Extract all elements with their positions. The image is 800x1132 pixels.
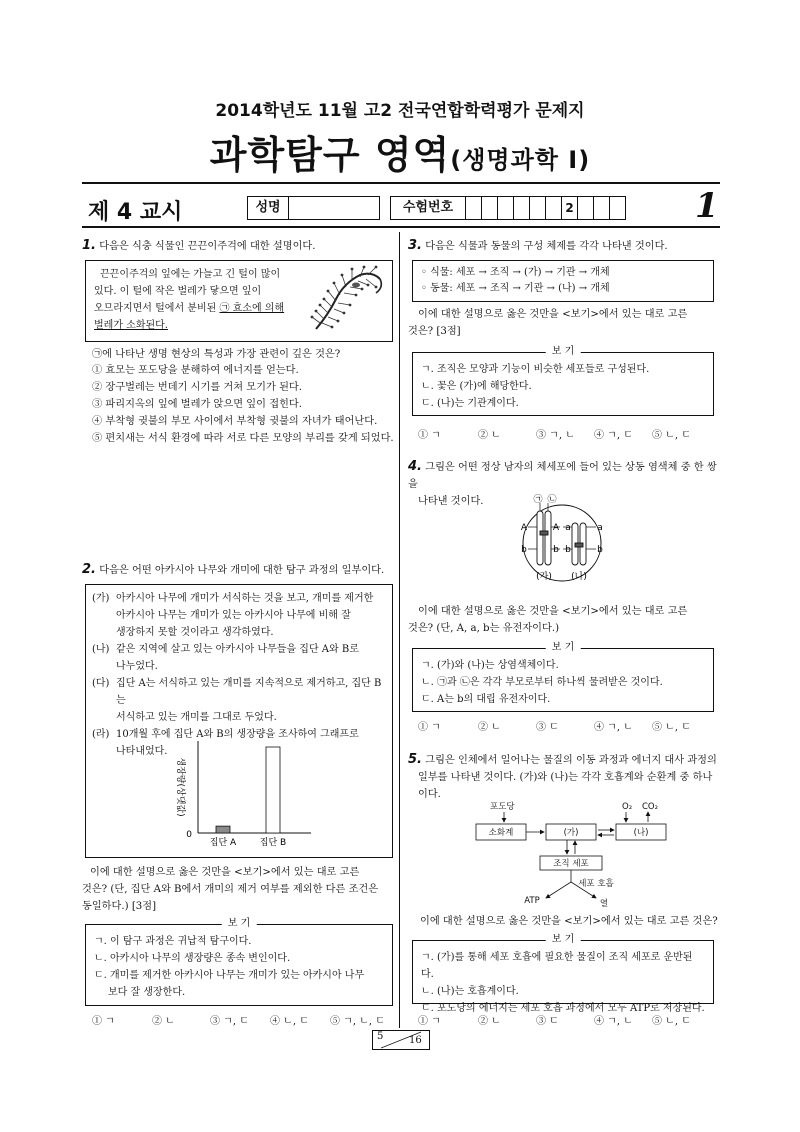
step-line: 집단 A는 서식하고 있는 개미를 지속적으로 제거하고, 집단 B는	[116, 678, 382, 706]
question-3-choices	[418, 426, 718, 441]
name-field[interactable]	[247, 196, 380, 220]
answer-choice[interactable]: ③ ㄱ, ㄷ	[210, 1016, 249, 1027]
bogi-item: ㄴ. 꽃은 (가)에 해당한다.	[421, 381, 532, 392]
stem-line: 나타낸 것이다.	[418, 496, 484, 507]
exam-number-cell[interactable]	[578, 197, 594, 219]
exam-number-cell[interactable]: 2	[562, 197, 578, 219]
answer-choice[interactable]: ① ㄱ	[418, 1016, 441, 1027]
answer-option[interactable]: ③ 파리지옥의 잎에 벌레가 앉으면 잎이 접힌다.	[92, 399, 302, 410]
chart-origin-label: 0	[186, 830, 192, 840]
allele-label: a	[565, 523, 571, 533]
bogi-item: ㄷ. (나)는 기관계이다.	[421, 398, 519, 409]
step-line: 서식하고 있는 개미를 그대로 두었다.	[116, 712, 277, 723]
page-total: 16	[409, 1035, 422, 1046]
chromosome-label: (가)	[536, 572, 552, 582]
answer-option[interactable]: ④ 부착형 귓불의 부모 사이에서 부착형 귓불의 자녀가 태어난다.	[92, 416, 378, 427]
bogi-item: ㄷ. 개미를 제거한 아카시아 나무는 개미가 있는 아카시아 나무	[94, 970, 365, 981]
question-2-procedure	[85, 584, 393, 858]
exam-number-cell[interactable]	[482, 197, 498, 219]
exam-number-field[interactable]	[390, 196, 626, 220]
enzyme-underline: ㉠ 효소에 의해	[219, 303, 285, 314]
animal-hierarchy: ◦ 동물: 세포 → 조직 → 기관 → (나) → 개체	[421, 283, 610, 294]
procedure-step	[92, 590, 386, 641]
bogi-item: ㄱ. (가)와 (나)는 상염색체이다.	[421, 660, 559, 671]
question-3-bogi	[412, 346, 714, 416]
exam-number-cell[interactable]	[546, 197, 562, 219]
title-main: 과학탐구 영역	[209, 133, 451, 177]
cell-outline	[520, 505, 601, 581]
step-line: 생장하지 못할 것이라고 생각하였다.	[116, 627, 274, 638]
answer-choice[interactable]: ② ㄴ	[152, 1016, 175, 1027]
question-2-number: 2.	[82, 562, 96, 577]
allele-label: a	[597, 523, 603, 533]
step-tag: (가)	[92, 593, 110, 604]
na-label: (나)	[633, 828, 649, 838]
passage-line	[94, 300, 314, 317]
step-line: 10개월 후에 집단 A와 B의 생장량을 조사하여 그래프로	[116, 729, 359, 740]
answer-option[interactable]: ⑤ 편치새는 서식 환경에 따라 서로 다른 모양의 부리를 갖게 되었다.	[92, 433, 394, 444]
answer-choice[interactable]: ⑤ ㄱ, ㄴ, ㄷ	[330, 1016, 385, 1027]
stem-line: 일부를 나타낸 것이다. (가)와 (나)는 각각 호흡계와 순환계 중 하나	[418, 772, 713, 783]
question-2-prompt	[82, 864, 394, 915]
question-5-stem	[408, 751, 720, 803]
chromosome-label: (나)	[571, 572, 587, 582]
exam-number-cell[interactable]	[530, 197, 546, 219]
step-tag: (다)	[92, 678, 110, 689]
allele-label: A	[552, 523, 560, 533]
digestive-label: 소화계	[488, 828, 514, 838]
bogi-item: 보다 잘 생장한다.	[108, 987, 186, 998]
step-line: 나타내었다.	[116, 746, 168, 757]
stem-line: 그림은 어떤 정상 남자의 체세포에 들어 있는 상동 염색체 중 한 쌍을	[408, 462, 717, 490]
bogi-item: ㄴ. ㉠과 ㉡은 각각 부모로부터 하나씩 물려받은 것이다.	[421, 677, 663, 688]
step-line: 아카시아 나무에 개미가 서식하는 것을 보고, 개미를 제거한	[116, 593, 374, 604]
bogi-label: 보 기	[546, 641, 581, 655]
co2-label: CO₂	[642, 802, 659, 812]
answer-choice[interactable]: ⑤ ㄴ, ㄷ	[652, 722, 691, 733]
question-3-stem	[408, 237, 720, 255]
answer-choice[interactable]: ④ ㄱ, ㄴ	[594, 1016, 633, 1027]
question-4-number: 4.	[408, 459, 422, 474]
question-3-stem-text: 다음은 식물과 동물의 구성 체제를 각각 나타낸 것이다.	[425, 241, 668, 252]
step-line: 나누었다.	[116, 661, 158, 672]
question-3-number: 3.	[408, 238, 422, 253]
question-5-number: 5.	[408, 752, 422, 767]
atp-label: ATP	[524, 896, 540, 906]
allele-label: b	[553, 545, 559, 555]
column-divider	[399, 232, 400, 1028]
allele-label: b	[565, 545, 571, 555]
question-5-prompt: 이에 대한 설명으로 옳은 것만을 <보기>에서 있는 대로 고른 것은?	[420, 916, 718, 927]
respiration-label: 세포 호흡	[578, 879, 614, 889]
answer-choice[interactable]: ① ㄱ	[418, 722, 441, 733]
step-tag: (라)	[92, 729, 110, 740]
bogi-item: ㄷ. A는 b의 대립 유전자이다.	[421, 694, 551, 705]
step-line: 아카시아 나무는 개미가 있는 아카시아 나무에 비해 잘	[116, 610, 351, 621]
heat-label: 열	[599, 899, 609, 909]
passage-line: 끈끈이주걱의 잎에는 가늘고 긴 털이 많이	[100, 269, 281, 280]
question-1-stem-text: 다음은 식충 식물인 끈끈이주걱에 대한 설명이다.	[99, 241, 316, 252]
name-blank[interactable]	[289, 197, 379, 219]
answer-choice[interactable]: ③ ㄱ, ㄴ	[536, 430, 575, 441]
step-tag: (나)	[92, 644, 110, 655]
prompt-line: 동일하다.) [3점]	[82, 901, 157, 912]
question-1-number: 1.	[82, 238, 96, 253]
o2-label: O₂	[622, 802, 633, 812]
step-line: 같은 지역에 살고 있는 아카시아 나무들을 집단 A와 B로	[116, 644, 359, 655]
header-rule-bottom	[82, 226, 720, 228]
answer-choice[interactable]: ④ ㄱ, ㄷ	[594, 430, 633, 441]
procedure-step	[92, 675, 386, 726]
question-4-bogi	[412, 642, 714, 712]
question-4-choices	[418, 718, 718, 733]
bogi-item: ㄴ. (나)는 호흡계이다.	[421, 986, 519, 997]
allele-label: b	[597, 545, 603, 555]
exam-number-cell[interactable]	[610, 197, 625, 219]
prompt-line: 이에 대한 설명으로 옳은 것만을 <보기>에서 있는 대로 고른	[418, 309, 688, 320]
procedure-step	[92, 641, 386, 675]
bogi-item: ㄱ. 조직은 모양과 기능이 비슷한 세포들로 구성된다.	[421, 364, 650, 375]
chromosome-ga	[537, 511, 551, 565]
page-current: 5	[377, 1031, 384, 1042]
question-2-stem	[82, 561, 394, 579]
answer-choice[interactable]: ① ㄱ	[418, 430, 441, 441]
allele-label: A	[520, 523, 528, 533]
prompt-line: 것은? (단, A, a, b는 유전자이다.)	[408, 623, 560, 634]
question-1-prompt: ㉠에 나타난 생명 현상의 특성과 가장 관련이 깊은 것은?	[92, 349, 341, 360]
stem-line: 그림은 인체에서 일어나는 물질의 이동 과정과 에너지 대사 과정의	[425, 755, 717, 766]
answer-choice[interactable]: ④ ㄱ, ㄴ	[594, 722, 633, 733]
label-giyeok: ㉠	[533, 495, 543, 505]
stem-line: 이다.	[418, 789, 441, 800]
x-tick-label: 집단 A	[209, 838, 237, 848]
ga-label: (가)	[563, 828, 579, 838]
bogi-item: ㄴ. 아카시아 나무의 생장량은 종속 변인이다.	[94, 953, 291, 964]
prompt-line: 이에 대한 설명으로 옳은 것만을 <보기>에서 있는 대로 고른	[418, 606, 688, 617]
bogi-item: ㄱ. 이 탐구 과정은 귀납적 탐구이다.	[94, 936, 252, 947]
prompt-line: 것은? (단, 집단 A와 B에서 개미의 제거 여부를 제외한 다른 조건은	[82, 884, 379, 895]
chromosome-figure	[512, 493, 612, 591]
passage-line: 벌레가 소화된다.	[94, 320, 168, 331]
exam-number-cell[interactable]	[594, 197, 610, 219]
page-counter	[372, 1030, 430, 1050]
header-rule-top	[82, 182, 720, 184]
exam-title	[0, 124, 800, 179]
question-2-choices	[92, 1012, 392, 1027]
x-tick-label: 집단 B	[259, 838, 287, 848]
bar-group-a	[216, 826, 230, 833]
exam-number-cell[interactable]	[514, 197, 530, 219]
answer-choice[interactable]: ② ㄴ	[478, 430, 501, 441]
label-nieun: ㉡	[547, 495, 557, 505]
chromosome-na	[572, 523, 586, 565]
exam-subtitle: 2014학년도 11월 고2 전국연합학력평가 문제지	[215, 101, 585, 121]
question-5-bogi	[412, 934, 714, 1014]
answer-choice[interactable]: ② ㄴ	[478, 1016, 501, 1027]
bar-group-b	[266, 747, 280, 833]
title-sub: (생명과학 Ⅰ)	[450, 146, 591, 174]
session-label: 제 4 교시	[88, 200, 183, 225]
plant-hierarchy: ◦ 식물: 세포 → 조직 → (가) → 기관 → 개체	[421, 267, 610, 278]
answer-option[interactable]: ① 효모는 포도당을 분해하여 에너지를 얻는다.	[92, 365, 299, 376]
answer-choice[interactable]: ③ ㄷ	[536, 1016, 559, 1027]
prompt-line: 이에 대한 설명으로 옳은 것만을 <보기>에서 있는 대로 고른	[90, 867, 360, 878]
question-2-bogi	[85, 918, 393, 1006]
answer-choice[interactable]: ② ㄴ	[478, 722, 501, 733]
answer-option[interactable]: ② 장구벌레는 번데기 시기를 거쳐 모기가 된다.	[92, 382, 302, 393]
sundew-illustration	[306, 265, 388, 337]
prompt-line: 것은? [3점]	[408, 326, 461, 337]
question-3-prompt	[408, 306, 720, 340]
metabolism-diagram	[470, 800, 680, 910]
question-3-hierarchy	[412, 260, 714, 302]
growth-chart	[166, 737, 316, 855]
bogi-item: ㄷ. 포도당의 에너지는 세포 호흡 과정에서 모두 ATP로 저장된다.	[421, 1003, 705, 1014]
exam-number-cell[interactable]	[498, 197, 514, 219]
answer-choice[interactable]: ① ㄱ	[92, 1016, 115, 1027]
chart-y-label: 생장량(상댓값)	[175, 757, 185, 817]
bogi-label: 보 기	[222, 917, 257, 931]
question-2-stem-text: 다음은 어떤 아카시아 나무와 개미에 대한 탐구 과정의 일부이다.	[99, 565, 385, 576]
glucose-label: 포도당	[490, 802, 515, 812]
passage-line-part: 오므라지면서 털에서 분비된	[94, 303, 220, 314]
answer-choice[interactable]: ⑤ ㄴ, ㄷ	[652, 1016, 691, 1027]
page-number: 1	[695, 186, 719, 226]
name-label: 성명	[248, 197, 289, 219]
question-1-options	[92, 362, 397, 447]
exam-number-cell[interactable]	[466, 197, 482, 219]
question-1-stem	[82, 237, 392, 255]
bogi-item: ㄱ. (가)를 통해 세포 호흡에 필요한 물질이 조직 세포로 운반된다.	[421, 952, 693, 980]
passage-line: 있다. 이 털에 작은 벌레가 닿으면 잎이	[94, 286, 262, 297]
answer-choice[interactable]: ⑤ ㄴ, ㄷ	[652, 430, 691, 441]
tissue-label: 조직 세포	[553, 859, 589, 869]
answer-choice[interactable]: ④ ㄴ, ㄷ	[270, 1016, 309, 1027]
exam-number-label: 수험번호	[391, 197, 466, 219]
bogi-label: 보 기	[546, 933, 581, 947]
bogi-label: 보 기	[546, 345, 581, 359]
question-5-choices	[418, 1012, 718, 1027]
question-4-prompt	[408, 603, 720, 637]
atp-arrow	[546, 882, 571, 898]
answer-choice[interactable]: ③ ㄷ	[536, 722, 559, 733]
allele-label: b	[521, 545, 527, 555]
question-1-passage	[85, 260, 393, 342]
